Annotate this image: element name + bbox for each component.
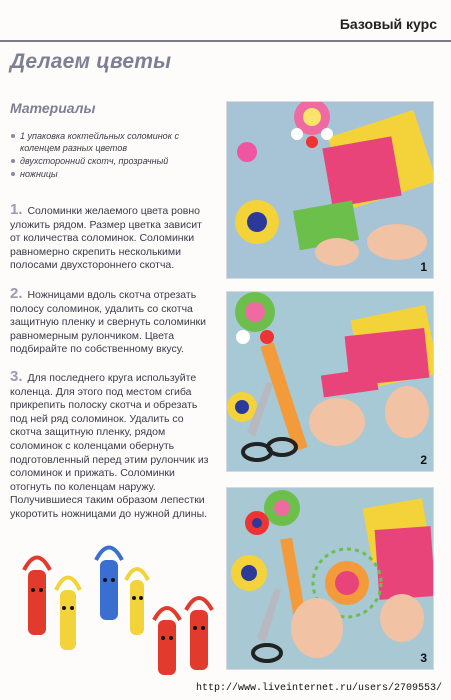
section-label: Базовый курс <box>339 16 437 32</box>
step-number: 2. <box>10 285 23 302</box>
step-3 <box>10 370 215 522</box>
step-2 <box>10 287 215 357</box>
materials-title: Материалы <box>10 100 96 116</box>
step-text: Соломинки желаемого цвета ровно уложить рядом. Размер цветка зависит от количества соломинок. Соломинки равномерно скрепить несколькими полосами двухстороннего скотча. <box>10 205 202 272</box>
character-red-2 <box>154 608 180 675</box>
page-title: Делаем цветы <box>10 50 172 73</box>
header-divider <box>0 40 451 42</box>
photo-step-3-image <box>227 488 433 669</box>
step-number: 3. <box>10 368 23 385</box>
character-red-3 <box>186 598 212 670</box>
photo-step-2-image <box>227 292 433 471</box>
step-1 <box>10 203 215 273</box>
photo-step-2 <box>226 291 434 472</box>
materials-list <box>10 130 215 181</box>
photo-step-3 <box>226 487 434 670</box>
character-red-1 <box>24 558 50 636</box>
character-yellow-1 <box>56 578 80 651</box>
step-text: Ножницами вдоль скотча отрезать полосу соломинок, удалить со скотча защитную пленку и свернуть соломинки равномерным рулончиком. Цвета подбирайте по собственному вкусу. <box>10 289 206 356</box>
materials-item: ножницы <box>10 168 215 180</box>
photo-label: 1 <box>420 260 427 274</box>
materials-item: 1 упаковка коктейльных соломинок с коленцем разных цветов <box>10 130 215 154</box>
materials-item: двухсторонний скотч, прозрачный <box>10 155 215 167</box>
source-url: http://www.liveinternet.ru/users/2709553/ <box>196 683 443 694</box>
flower-characters-illustration <box>18 540 218 680</box>
photo-step-1 <box>226 101 434 279</box>
photo-step-1-image <box>227 102 433 278</box>
character-blue <box>96 548 122 621</box>
photo-label: 3 <box>420 651 427 665</box>
step-number: 1. <box>10 201 23 218</box>
step-text: Для последнего круга используйте коленца. Для этого под местом сгиба прикрепить полоску скотча и обрезать под ней ряд соломинок. Удалить со скотча защитную пленку, рядом соломинок с коленцами обернуть подготовленный перед этим рулончик из соломинок и прижать. Соломинки отогнуть по коленцам наружу. Получившиеся таким образом лепестки укоротить ножницами до нужной длины. <box>10 372 209 520</box>
character-yellow-2 <box>126 569 148 635</box>
photo-label: 2 <box>420 453 427 467</box>
